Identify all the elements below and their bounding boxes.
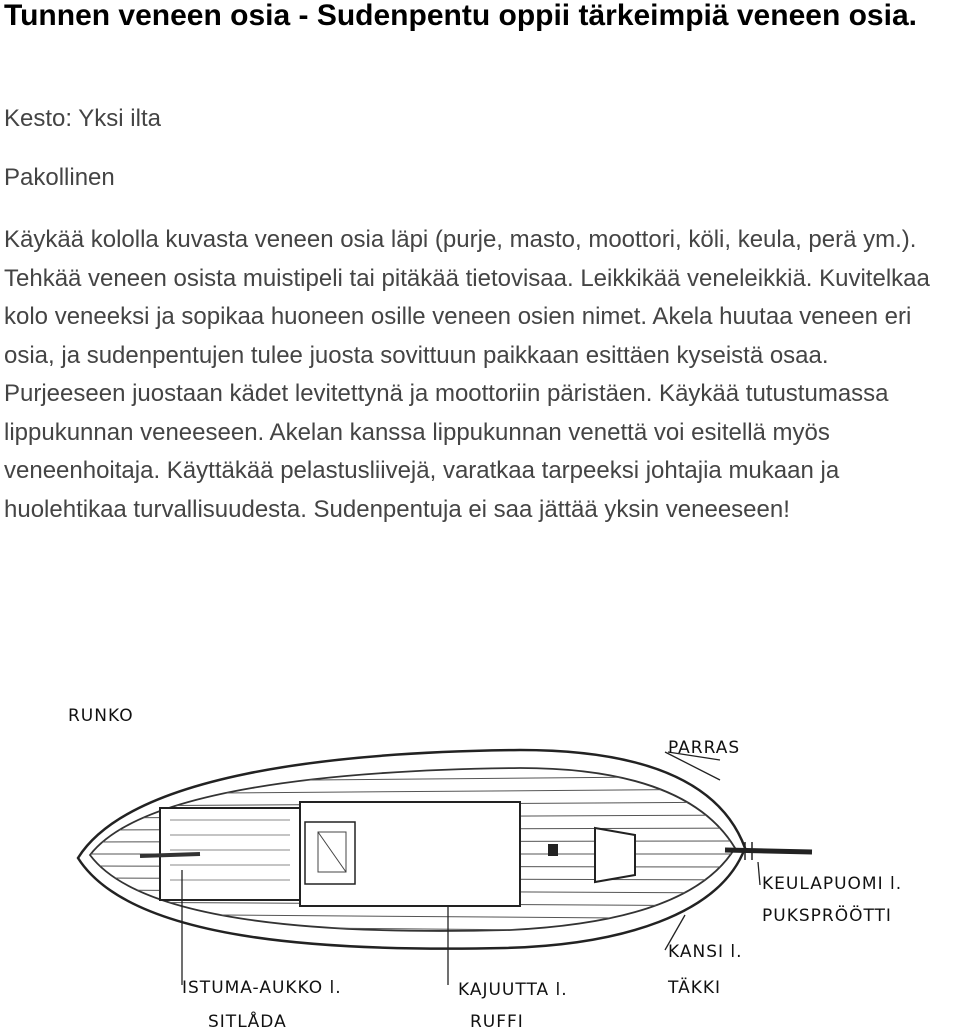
body-paragraph: Käykää kololla kuvasta veneen osia läpi (purje, masto, moottori, köli, keula, perä ym.). Tehkää veneen osista muistipeli tai pitäkää tietovisaa. Leikkikää veneleikkiä. Kuvitelkaa kolo veneeksi ja sopikaa huoneen osille veneen osien nimet. Akela huutaa veneen eri osia, ja sudenpentujen tulee juosta sovittuun paikkaan esittäen kyseistä osaa. Purjeeseen juostaan kädet levitettynä ja moottoriin päristäen. Käykää tutustumassa lippukunnan veneeseen. Akelan kanssa lippukunnan venettä voi esitellä myös veneenhoitaja. Käyttäkää pelastusliivejä, varatkaa tarpeeksi johtajia mukaan ja huolehtikaa turvallisuudesta. Sudenpentuja ei saa jättää yksin veneeseen!: [4, 226, 930, 523]
label-deck-alt: TÄKKI: [668, 978, 722, 998]
label-cabin-alt: RUFFI: [470, 1012, 524, 1032]
mast-base: [548, 844, 558, 856]
fore-hatch: [595, 828, 635, 882]
label-cabin: KAJUUTTA l.: [458, 980, 568, 1000]
label-bowsprit: KEULAPUOMI l.: [762, 874, 903, 894]
bowsprit-pole: [725, 850, 812, 852]
label-cockpit-alt: SITLÅDA: [208, 1012, 287, 1032]
label-bowsprit-alt: PUKSPRÖÖTTI: [762, 906, 892, 926]
label-cockpit: ISTUMA-AUKKO l.: [182, 978, 342, 998]
mandatory-text: Pakollinen: [4, 164, 115, 191]
document-title: Tunnen veneen osia - Sudenpentu oppii tärkeimpiä veneen osia.: [4, 0, 917, 32]
duration-text: Kesto: Yksi ilta: [4, 105, 161, 132]
label-deck: KANSI l.: [668, 942, 743, 962]
label-hull: RUNKO: [68, 706, 134, 726]
label-gunwale: PARRAS: [668, 738, 741, 758]
boat-diagram: [0, 690, 960, 1035]
stern-pole: [140, 854, 200, 856]
